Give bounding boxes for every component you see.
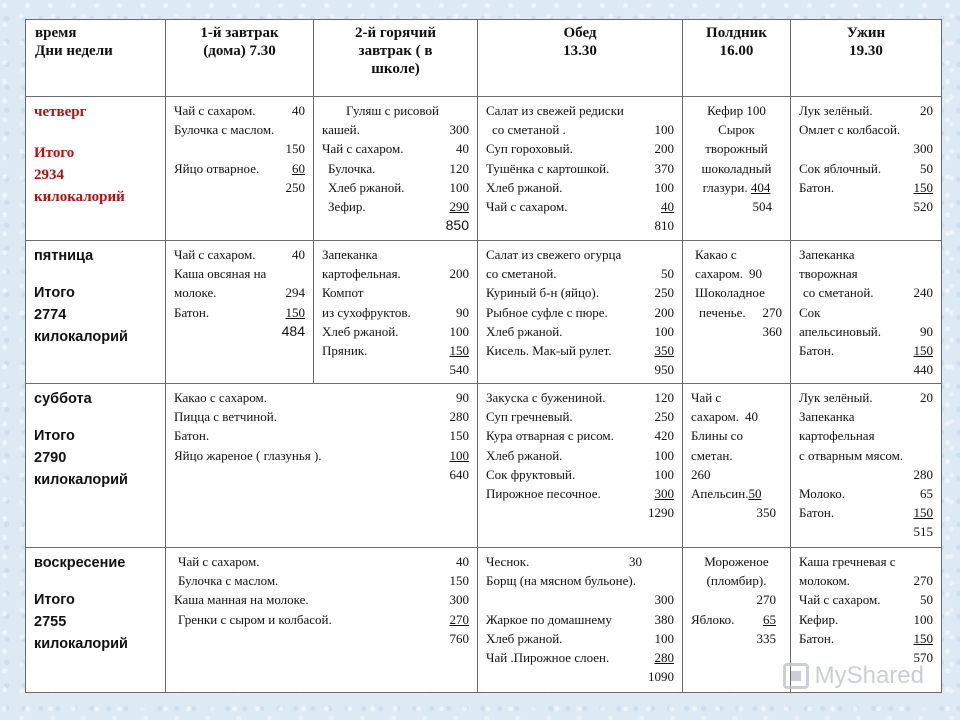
day-thursday bbox=[25, 96, 166, 241]
menu-item: Хлеб ржаной. 100 bbox=[322, 323, 469, 339]
meal-total: 250 bbox=[285, 179, 305, 195]
total-label: Итого bbox=[34, 145, 75, 161]
fri-breakfast bbox=[165, 240, 314, 384]
menu-item: Борщ (на мясном бульоне). bbox=[486, 573, 636, 589]
menu-item: со сметаной. 50 bbox=[486, 266, 674, 282]
meal-total: 540 bbox=[449, 362, 469, 378]
day-name: пятница bbox=[34, 248, 94, 264]
menu-item: Салат из свежего огурца bbox=[486, 247, 622, 262]
thu-dinner bbox=[790, 96, 942, 241]
total-label: Итого bbox=[34, 285, 75, 301]
header-time: время bbox=[35, 25, 77, 41]
menu-item: Чай .Пирожное слоен. 280 bbox=[486, 650, 674, 666]
fri-lunch bbox=[477, 240, 683, 384]
menu-item: Чеснок. 30 bbox=[486, 554, 642, 569]
menu-item: Пирожное песочное. 300 bbox=[486, 486, 674, 502]
meal-total: 950 bbox=[654, 362, 674, 378]
meal-total: 1290 bbox=[648, 505, 674, 521]
menu-item: Каша гречневая с bbox=[799, 554, 896, 569]
menu-item: сахаром. 40 bbox=[691, 409, 759, 425]
menu-item: Каша овсяная на bbox=[174, 266, 267, 282]
header-dinner: Ужин 19.30 bbox=[790, 19, 942, 97]
menu-item: Зефир. 290 bbox=[328, 199, 469, 215]
total-label: Итого bbox=[34, 592, 75, 608]
menu-item: Хлеб ржаной. 100 bbox=[486, 179, 674, 195]
thu-hot-breakfast bbox=[313, 96, 478, 241]
menu-item: Гуляш с рисовой bbox=[346, 103, 439, 118]
meal-total: 810 bbox=[654, 218, 674, 234]
menu-item: творожный bbox=[705, 141, 768, 157]
menu-item: Хлеб ржаной. 100 bbox=[486, 323, 674, 339]
thu-breakfast bbox=[165, 96, 314, 241]
menu-item: со сметаной. 240 bbox=[803, 285, 933, 301]
menu-item: Булочка. 120 bbox=[328, 160, 469, 176]
menu-item: Батон. 150 bbox=[799, 343, 933, 359]
total-unit: килокалорий bbox=[34, 472, 128, 488]
menu-item: Сок фруктовый. 100 bbox=[486, 466, 674, 482]
menu-item: Закуска с бужениной. 120 bbox=[486, 390, 674, 405]
sat-breakfast bbox=[165, 383, 478, 548]
menu-item: Чай с bbox=[691, 390, 722, 405]
menu-item: Какао с bbox=[695, 247, 737, 262]
menu-item: Омлет с колбасой. bbox=[799, 122, 901, 138]
menu-item: Гренки с сыром и колбасой. 270 bbox=[178, 611, 469, 627]
menu-item: 150 bbox=[285, 141, 305, 157]
menu-item: Батон. 150 bbox=[174, 428, 469, 444]
day-name: суббота bbox=[34, 391, 92, 407]
sun-snack bbox=[682, 547, 791, 693]
menu-item: Лук зелёный. 20 bbox=[799, 103, 933, 118]
menu-item: Блины со bbox=[691, 428, 743, 444]
projector-icon bbox=[783, 663, 809, 689]
header-snack: Полдник 16.00 bbox=[682, 19, 791, 97]
menu-item: апельсиновый. 90 bbox=[799, 323, 933, 339]
menu-item: Булочка с маслом. bbox=[174, 122, 275, 138]
day-saturday bbox=[25, 383, 166, 548]
day-friday bbox=[25, 240, 166, 384]
meal-total: 570 bbox=[913, 650, 933, 666]
menu-item: Какао с сахаром. 90 bbox=[174, 390, 469, 405]
total-label: Итого bbox=[34, 428, 75, 444]
total-value: 2790 bbox=[34, 450, 67, 466]
menu-item: Кефир 100 bbox=[707, 103, 766, 118]
meal-total: 515 bbox=[913, 524, 933, 540]
menu-item: 300 bbox=[654, 592, 674, 608]
sat-lunch bbox=[477, 383, 683, 548]
menu-item: молоком. 270 bbox=[799, 573, 933, 589]
meal-total: 335 bbox=[756, 630, 776, 646]
menu-item: картофельная bbox=[799, 428, 875, 444]
menu-item: Сок яблочный. 50 bbox=[799, 160, 933, 176]
menu-item: Чай с сахаром. 40 bbox=[174, 247, 305, 262]
total-unit: килокалорий bbox=[34, 636, 128, 652]
menu-item: Булочка с маслом. 150 bbox=[178, 573, 469, 589]
menu-item: Молоко. 65 bbox=[799, 486, 933, 502]
total-unit: килокалорий bbox=[34, 189, 125, 205]
menu-item: Чай с сахаром. 40 bbox=[174, 103, 305, 118]
menu-item: Шоколадное bbox=[695, 285, 765, 301]
meal-total: 760 bbox=[449, 630, 469, 646]
menu-item: печенье. 270 bbox=[699, 304, 782, 320]
meal-total: 640 bbox=[449, 466, 469, 482]
menu-item: Хлеб ржаной. 100 bbox=[328, 179, 469, 195]
menu-item: творожная bbox=[799, 266, 858, 282]
total-unit: килокалорий bbox=[34, 329, 128, 345]
menu-item: Пряник. 150 bbox=[322, 343, 469, 359]
menu-item: Запеканка bbox=[799, 247, 855, 262]
total-value: 2774 bbox=[34, 307, 67, 323]
menu-item: Компот bbox=[322, 285, 364, 301]
watermark bbox=[783, 662, 924, 690]
menu-item: Чай с сахаром. 40 bbox=[486, 199, 674, 215]
menu-item: Жаркое по домашнему 380 bbox=[486, 611, 674, 627]
menu-item: 300 bbox=[913, 141, 933, 157]
menu-item: Чай с сахаром. 40 bbox=[178, 554, 469, 569]
menu-item: 270 bbox=[756, 592, 776, 608]
day-sunday bbox=[25, 547, 166, 693]
menu-item: Батон. 150 bbox=[174, 304, 305, 320]
sat-dinner bbox=[790, 383, 942, 548]
menu-item: Яйцо отварное. 60 bbox=[174, 160, 305, 176]
menu-item: Батон. 150 bbox=[799, 505, 933, 521]
menu-item: Сок bbox=[799, 304, 821, 320]
header-days bbox=[25, 19, 166, 97]
menu-item: Каша манная на молоке. 300 bbox=[174, 592, 469, 608]
menu-item: Суп гороховый. 200 bbox=[486, 141, 674, 157]
meal-total: 504 bbox=[752, 199, 772, 215]
menu-item: из сухофруктов. 90 bbox=[322, 304, 469, 320]
total-value: 2755 bbox=[34, 614, 67, 630]
menu-item: Батон. 150 bbox=[799, 630, 933, 646]
menu-item: (пломбир). bbox=[706, 573, 767, 589]
menu-item: со сметаной . 100 bbox=[492, 122, 674, 138]
menu-item: Батон. 150 bbox=[799, 179, 933, 195]
header-breakfast: 1-й завтрак (дома) 7.30 bbox=[165, 19, 314, 97]
menu-item: молоке. 294 bbox=[174, 285, 305, 301]
menu-item: Апельсин. 50 bbox=[691, 486, 762, 502]
meal-total: 360 bbox=[762, 323, 782, 339]
menu-item: глазури. 404 bbox=[702, 179, 771, 195]
header-lunch: Обед 13.30 bbox=[477, 19, 683, 97]
fri-hot-breakfast bbox=[313, 240, 478, 384]
fri-dinner bbox=[790, 240, 942, 384]
menu-item: Мороженое bbox=[704, 554, 769, 569]
total-value: 2934 bbox=[34, 167, 64, 183]
menu-item: Чай с сахаром. 50 bbox=[799, 592, 933, 608]
menu-item: картофельная. 200 bbox=[322, 266, 469, 282]
header-hot-breakfast: 2-й горячий завтрак ( в школе) bbox=[313, 19, 478, 97]
menu-item: Кефир. 100 bbox=[799, 611, 933, 627]
menu-item: Сырок bbox=[718, 122, 755, 138]
menu-item: Кура отварная с рисом. 420 bbox=[486, 428, 674, 444]
header-days-label: Дни недели bbox=[35, 43, 113, 59]
sat-snack bbox=[682, 383, 791, 548]
meal-total: 1090 bbox=[648, 669, 674, 685]
menu-item: Лук зелёный. 20 bbox=[799, 390, 933, 405]
menu-item: сметан. bbox=[691, 447, 733, 463]
meal-total: 440 bbox=[913, 362, 933, 378]
menu-item: Кисель. Мак-ый рулет. 350 bbox=[486, 343, 674, 359]
menu-item: Суп гречневый. 250 bbox=[486, 409, 674, 425]
menu-item: Яйцо жареное ( глазунья ). 100 bbox=[174, 447, 469, 463]
day-name: воскресение bbox=[34, 555, 126, 571]
menu-item: шоколадный bbox=[701, 160, 772, 176]
menu-item: кашей. 300 bbox=[322, 122, 469, 138]
thu-snack bbox=[682, 96, 791, 241]
sun-breakfast bbox=[165, 547, 478, 693]
menu-item: Салат из свежей редиски bbox=[486, 103, 624, 118]
menu-item: 280 bbox=[913, 466, 933, 482]
menu-item: Яблоко. 65 bbox=[691, 611, 776, 627]
menu-item: сахаром. 90 bbox=[695, 266, 763, 282]
watermark-text: MyShared bbox=[814, 662, 924, 689]
menu-item: Хлеб ржаной. 100 bbox=[486, 447, 674, 463]
menu-item: Куриный б-н (яйцо). 250 bbox=[486, 285, 674, 301]
meal-total: 484 bbox=[281, 322, 305, 339]
sun-lunch bbox=[477, 547, 683, 693]
day-name: четверг bbox=[34, 104, 87, 120]
meal-total: 850 bbox=[445, 217, 469, 234]
menu-item: с отварным мясом. bbox=[799, 447, 904, 463]
menu-item: 260 bbox=[691, 466, 711, 482]
meal-total: 520 bbox=[913, 199, 933, 215]
menu-item: Чай с сахаром. 40 bbox=[322, 141, 469, 157]
menu-item: Пицца с ветчиной. 280 bbox=[174, 409, 469, 425]
meal-total: 350 bbox=[756, 505, 776, 521]
fri-snack bbox=[682, 240, 791, 384]
menu-item: Запеканка bbox=[799, 409, 855, 425]
menu-item: Тушёнка с картошкой. 370 bbox=[486, 160, 674, 176]
menu-item: Рыбное суфле с пюре. 200 bbox=[486, 304, 674, 320]
menu-item: Запеканка bbox=[322, 247, 378, 262]
menu-item: Хлеб ржаной. 100 bbox=[486, 630, 674, 646]
thu-lunch bbox=[477, 96, 683, 241]
